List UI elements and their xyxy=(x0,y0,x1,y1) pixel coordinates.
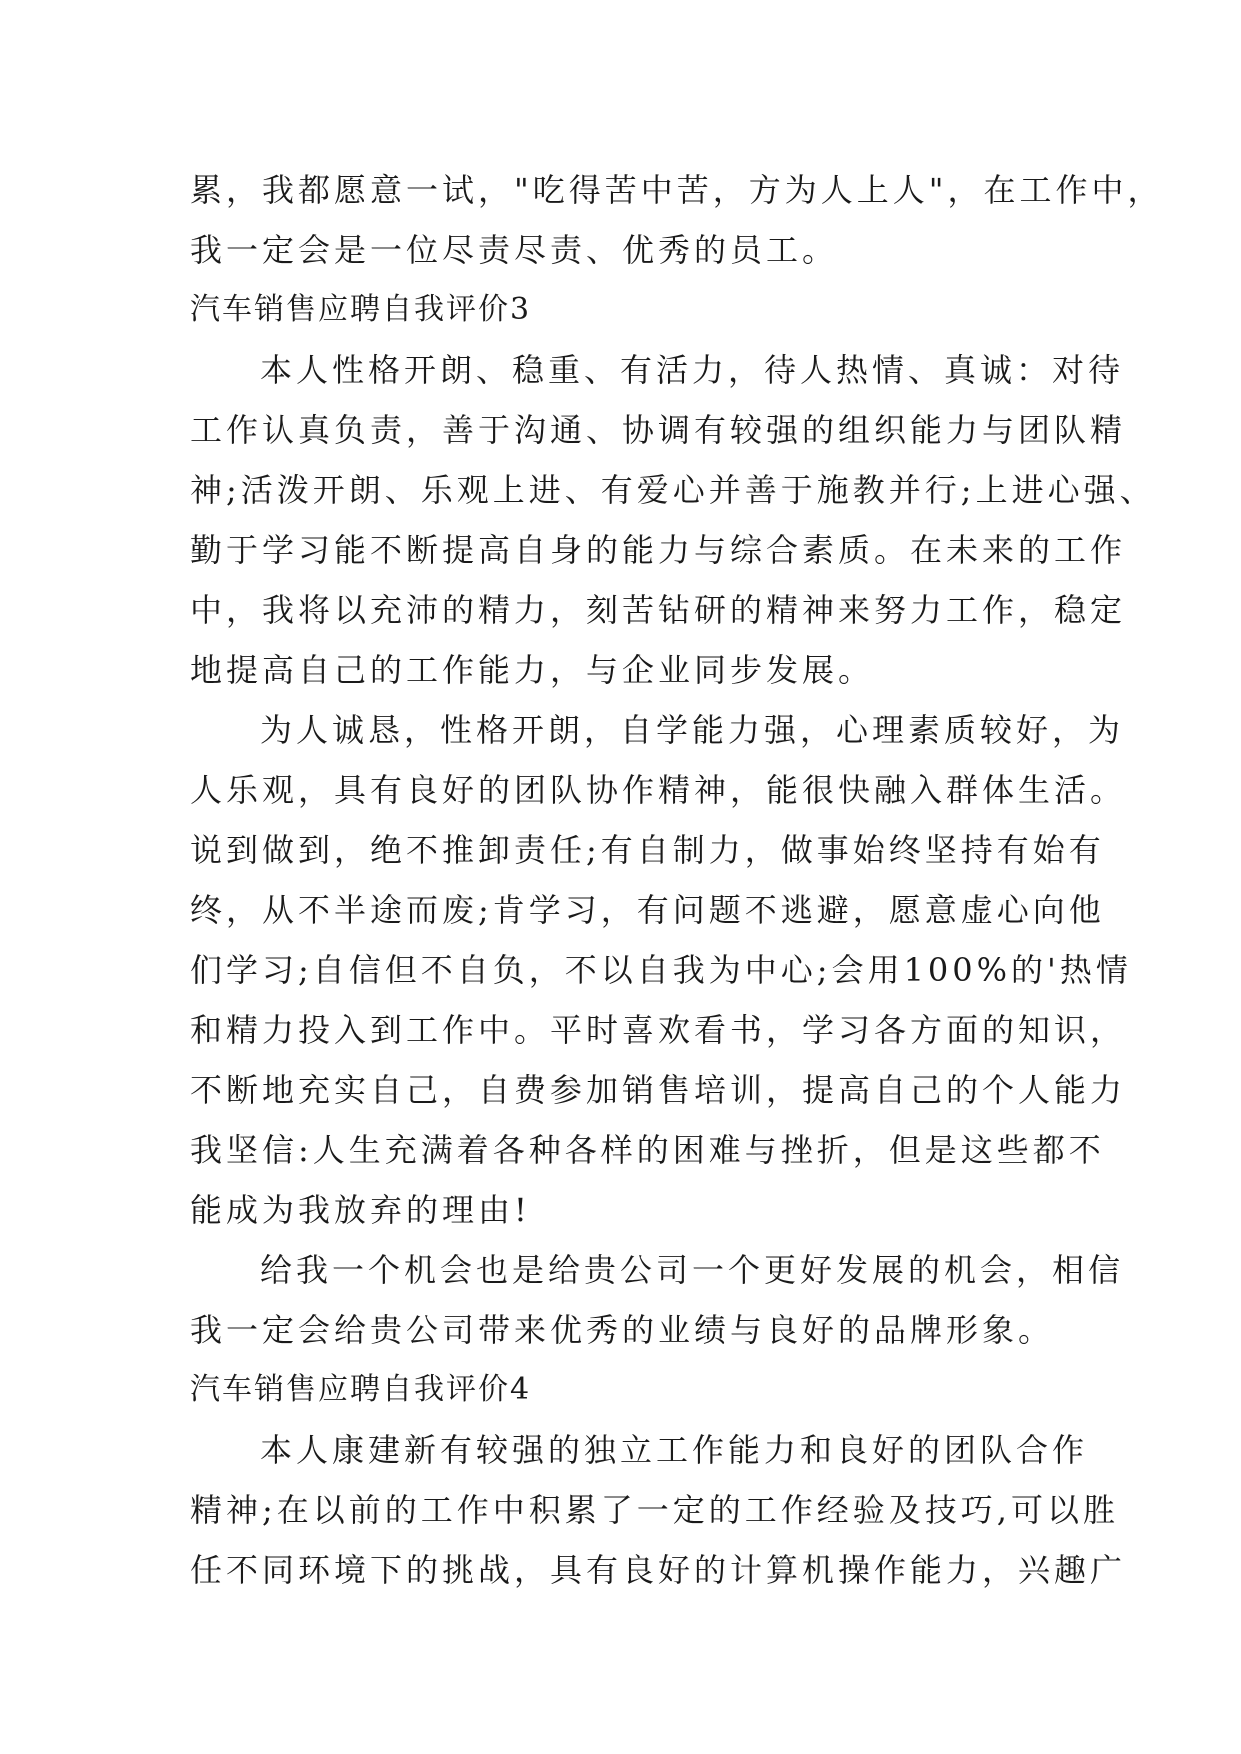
text-line: 神;活泼开朗、乐观上进、有爱心并善于施教并行;上进心强、 xyxy=(190,471,1156,509)
text-line: 人乐观，具有良好的团队协作精神，能很快融入群体生活。 xyxy=(190,771,1127,809)
text-line: 地提高自己的工作能力，与企业同步发展。 xyxy=(190,651,875,689)
text-line: 工作认真负责，善于沟通、协调有较强的组织能力与团队精 xyxy=(190,411,1127,449)
text-line: 我一定会是一位尽责尽责、优秀的员工。 xyxy=(190,231,839,269)
text-line: 任不同环境下的挑战，具有良好的计算机操作能力，兴趣广 xyxy=(190,1551,1127,1589)
text-line: 中，我将以充沛的精力，刻苦钻研的精神来努力工作，稳定 xyxy=(190,591,1127,629)
paragraph-first-line: 给我一个机会也是给贵公司一个更好发展的机会，相信 xyxy=(260,1251,1125,1289)
text-line: 我坚信:人生充满着各种各样的困难与挫折，但是这些都不 xyxy=(190,1131,1105,1169)
paragraph-first-line: 本人康建新有较强的独立工作能力和良好的团队合作 xyxy=(260,1431,1089,1469)
paragraph-first-line: 本人性格开朗、稳重、有活力，待人热情、真诚：对待 xyxy=(260,351,1125,389)
text-line: 累，我都愿意一试，"吃得苦中苦，方为人上人"，在工作中， xyxy=(190,171,1164,209)
document-page xyxy=(190,160,1164,1600)
section-heading: 汽车销售应聘自我评价3 xyxy=(190,292,532,327)
text-line: 我一定会给贵公司带来优秀的业绩与良好的品牌形象。 xyxy=(190,1311,1055,1349)
text-line: 精神;在以前的工作中积累了一定的工作经验及技巧,可以胜 xyxy=(190,1491,1119,1529)
text-line: 不断地充实自己，自费参加销售培训，提高自己的个人能力 xyxy=(190,1071,1127,1109)
text-line: 能成为我放弃的理由! xyxy=(190,1191,531,1229)
text-line: 勤于学习能不断提高自身的能力与综合素质。在未来的工作 xyxy=(190,531,1127,569)
text-line: 们学习;自信但不自负，不以自我为中心;会用100%的'热情 xyxy=(190,951,1132,989)
text-line: 终，从不半途而废;肯学习，有问题不逃避，愿意虚心向他 xyxy=(190,891,1105,929)
text-line: 说到做到，绝不推卸责任;有自制力，做事始终坚持有始有 xyxy=(190,831,1105,869)
section-heading: 汽车销售应聘自我评价4 xyxy=(190,1372,532,1407)
paragraph-first-line: 为人诚恳，性格开朗，自学能力强，心理素质较好，为 xyxy=(260,711,1125,749)
text-line: 和精力投入到工作中。平时喜欢看书，学习各方面的知识， xyxy=(190,1011,1127,1049)
